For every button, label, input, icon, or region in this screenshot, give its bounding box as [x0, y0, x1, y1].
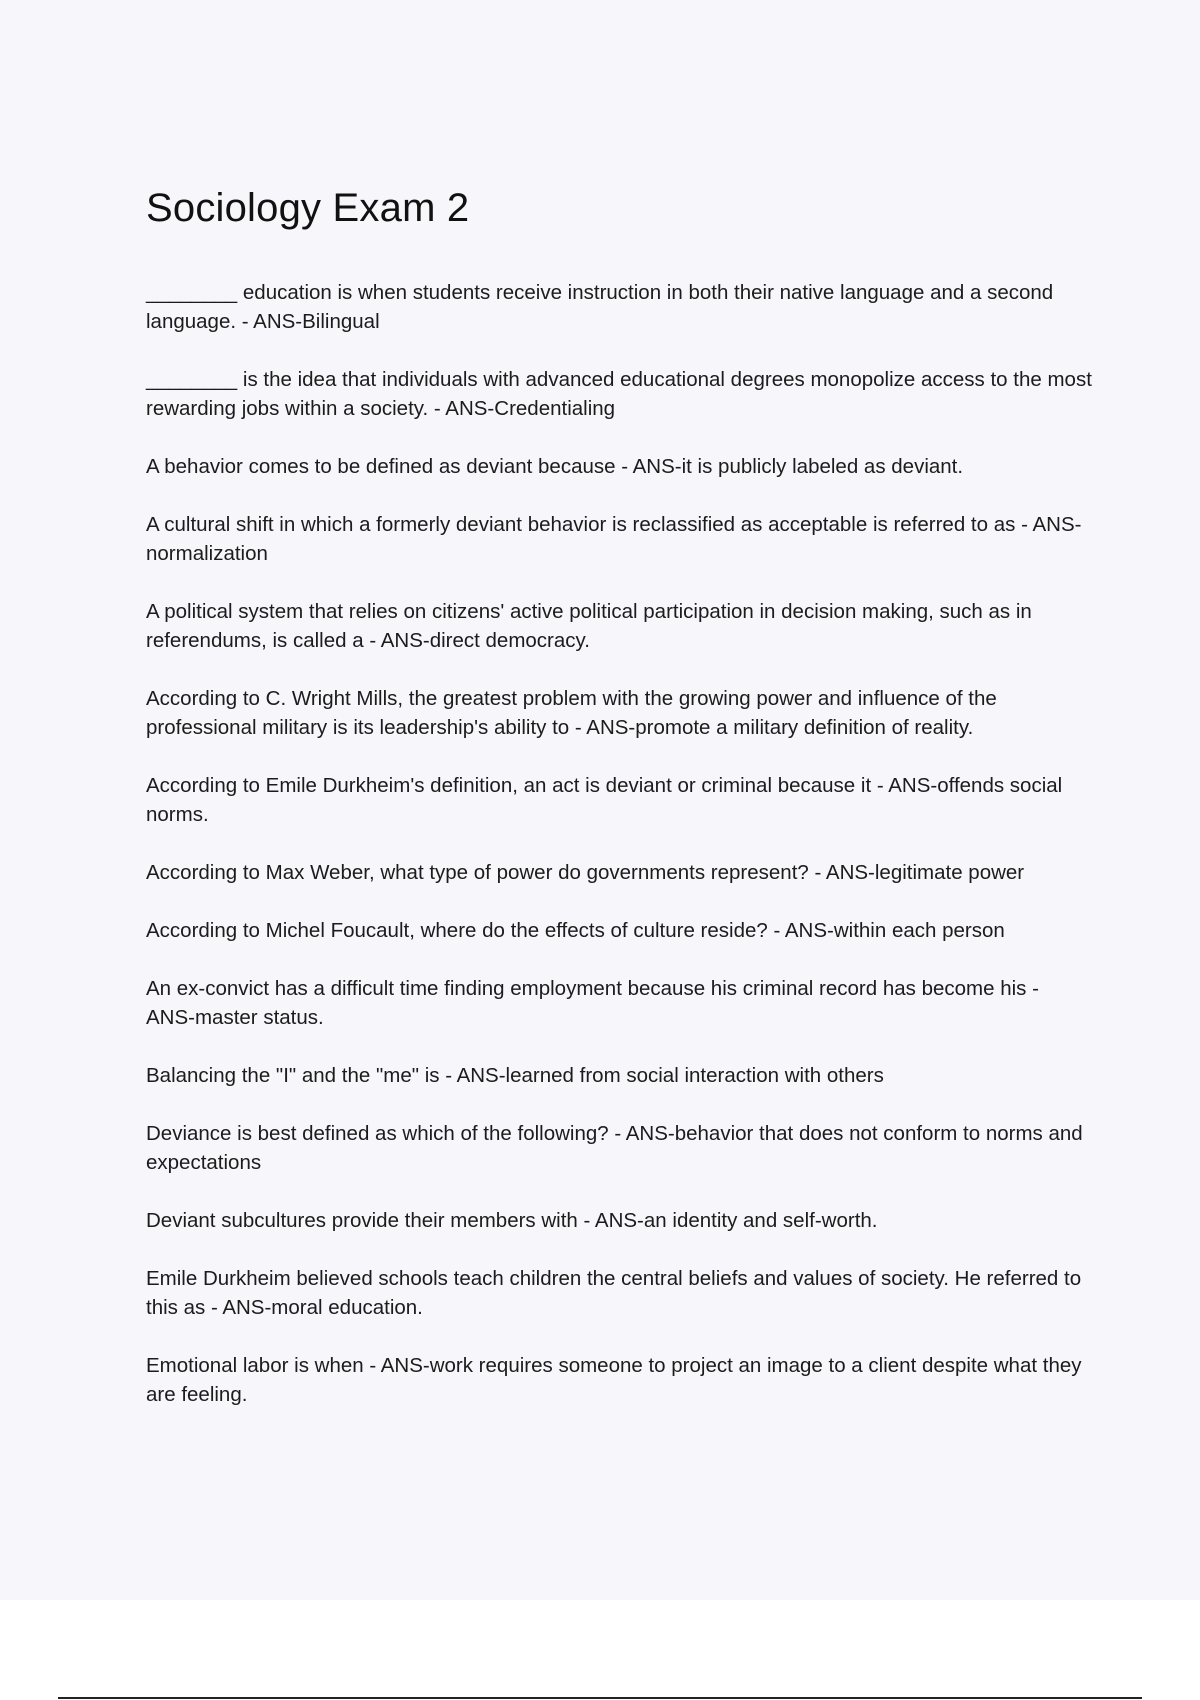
- qa-item: A cultural shift in which a formerly deviant behavior is reclassified as acceptable is referred to as - ANS-normalization: [146, 513, 1082, 565]
- qa-item: Emile Durkheim believed schools teach children the central beliefs and values of society. He referred to this as - ANS-moral education.: [146, 1267, 1082, 1319]
- qa-item: An ex-convict has a difficult time finding employment because his criminal record has become his - ANS-master status.: [146, 977, 1039, 1029]
- qa-item: According to Max Weber, what type of power do governments represent? - ANS-legitimate power: [146, 861, 1025, 884]
- qa-item: Balancing the "I" and the "me" is - ANS-learned from social interaction with others: [146, 1064, 884, 1087]
- qa-item: According to C. Wright Mills, the greatest problem with the growing power and influence of the professional military is its leadership's ability to - ANS-promote a military definition of reality.: [146, 687, 997, 739]
- document-content: [146, 184, 1092, 1438]
- qa-item: Deviant subcultures provide their members with - ANS-an identity and self-worth.: [146, 1209, 878, 1232]
- qa-item: A political system that relies on citizens' active political participation in decision making, such as in referendums, is called a - ANS-direct democracy.: [146, 600, 1032, 652]
- qa-item: ________ education is when students receive instruction in both their native language and a second language. - ANS-Bilingual: [146, 281, 1054, 333]
- qa-item: Emotional labor is when - ANS-work requires someone to project an image to a client despite what they are feeling.: [146, 1354, 1082, 1406]
- page-title: Sociology Exam 2: [146, 186, 470, 230]
- page-divider: [58, 1697, 1142, 1699]
- qa-item: According to Emile Durkheim's definition, an act is deviant or criminal because it - ANS-offends social norms.: [146, 774, 1063, 826]
- qa-item: ________ is the idea that individuals with advanced educational degrees monopolize access to the most rewarding jobs within a society. - ANS-Credentialing: [146, 368, 1092, 420]
- qa-list: [146, 278, 1092, 1409]
- qa-item: Deviance is best defined as which of the following? - ANS-behavior that does not conform to norms and expectations: [146, 1122, 1083, 1174]
- qa-item: According to Michel Foucault, where do the effects of culture reside? - ANS-within each person: [146, 919, 1005, 942]
- qa-item: A behavior comes to be defined as deviant because - ANS-it is publicly labeled as deviant.: [146, 455, 964, 478]
